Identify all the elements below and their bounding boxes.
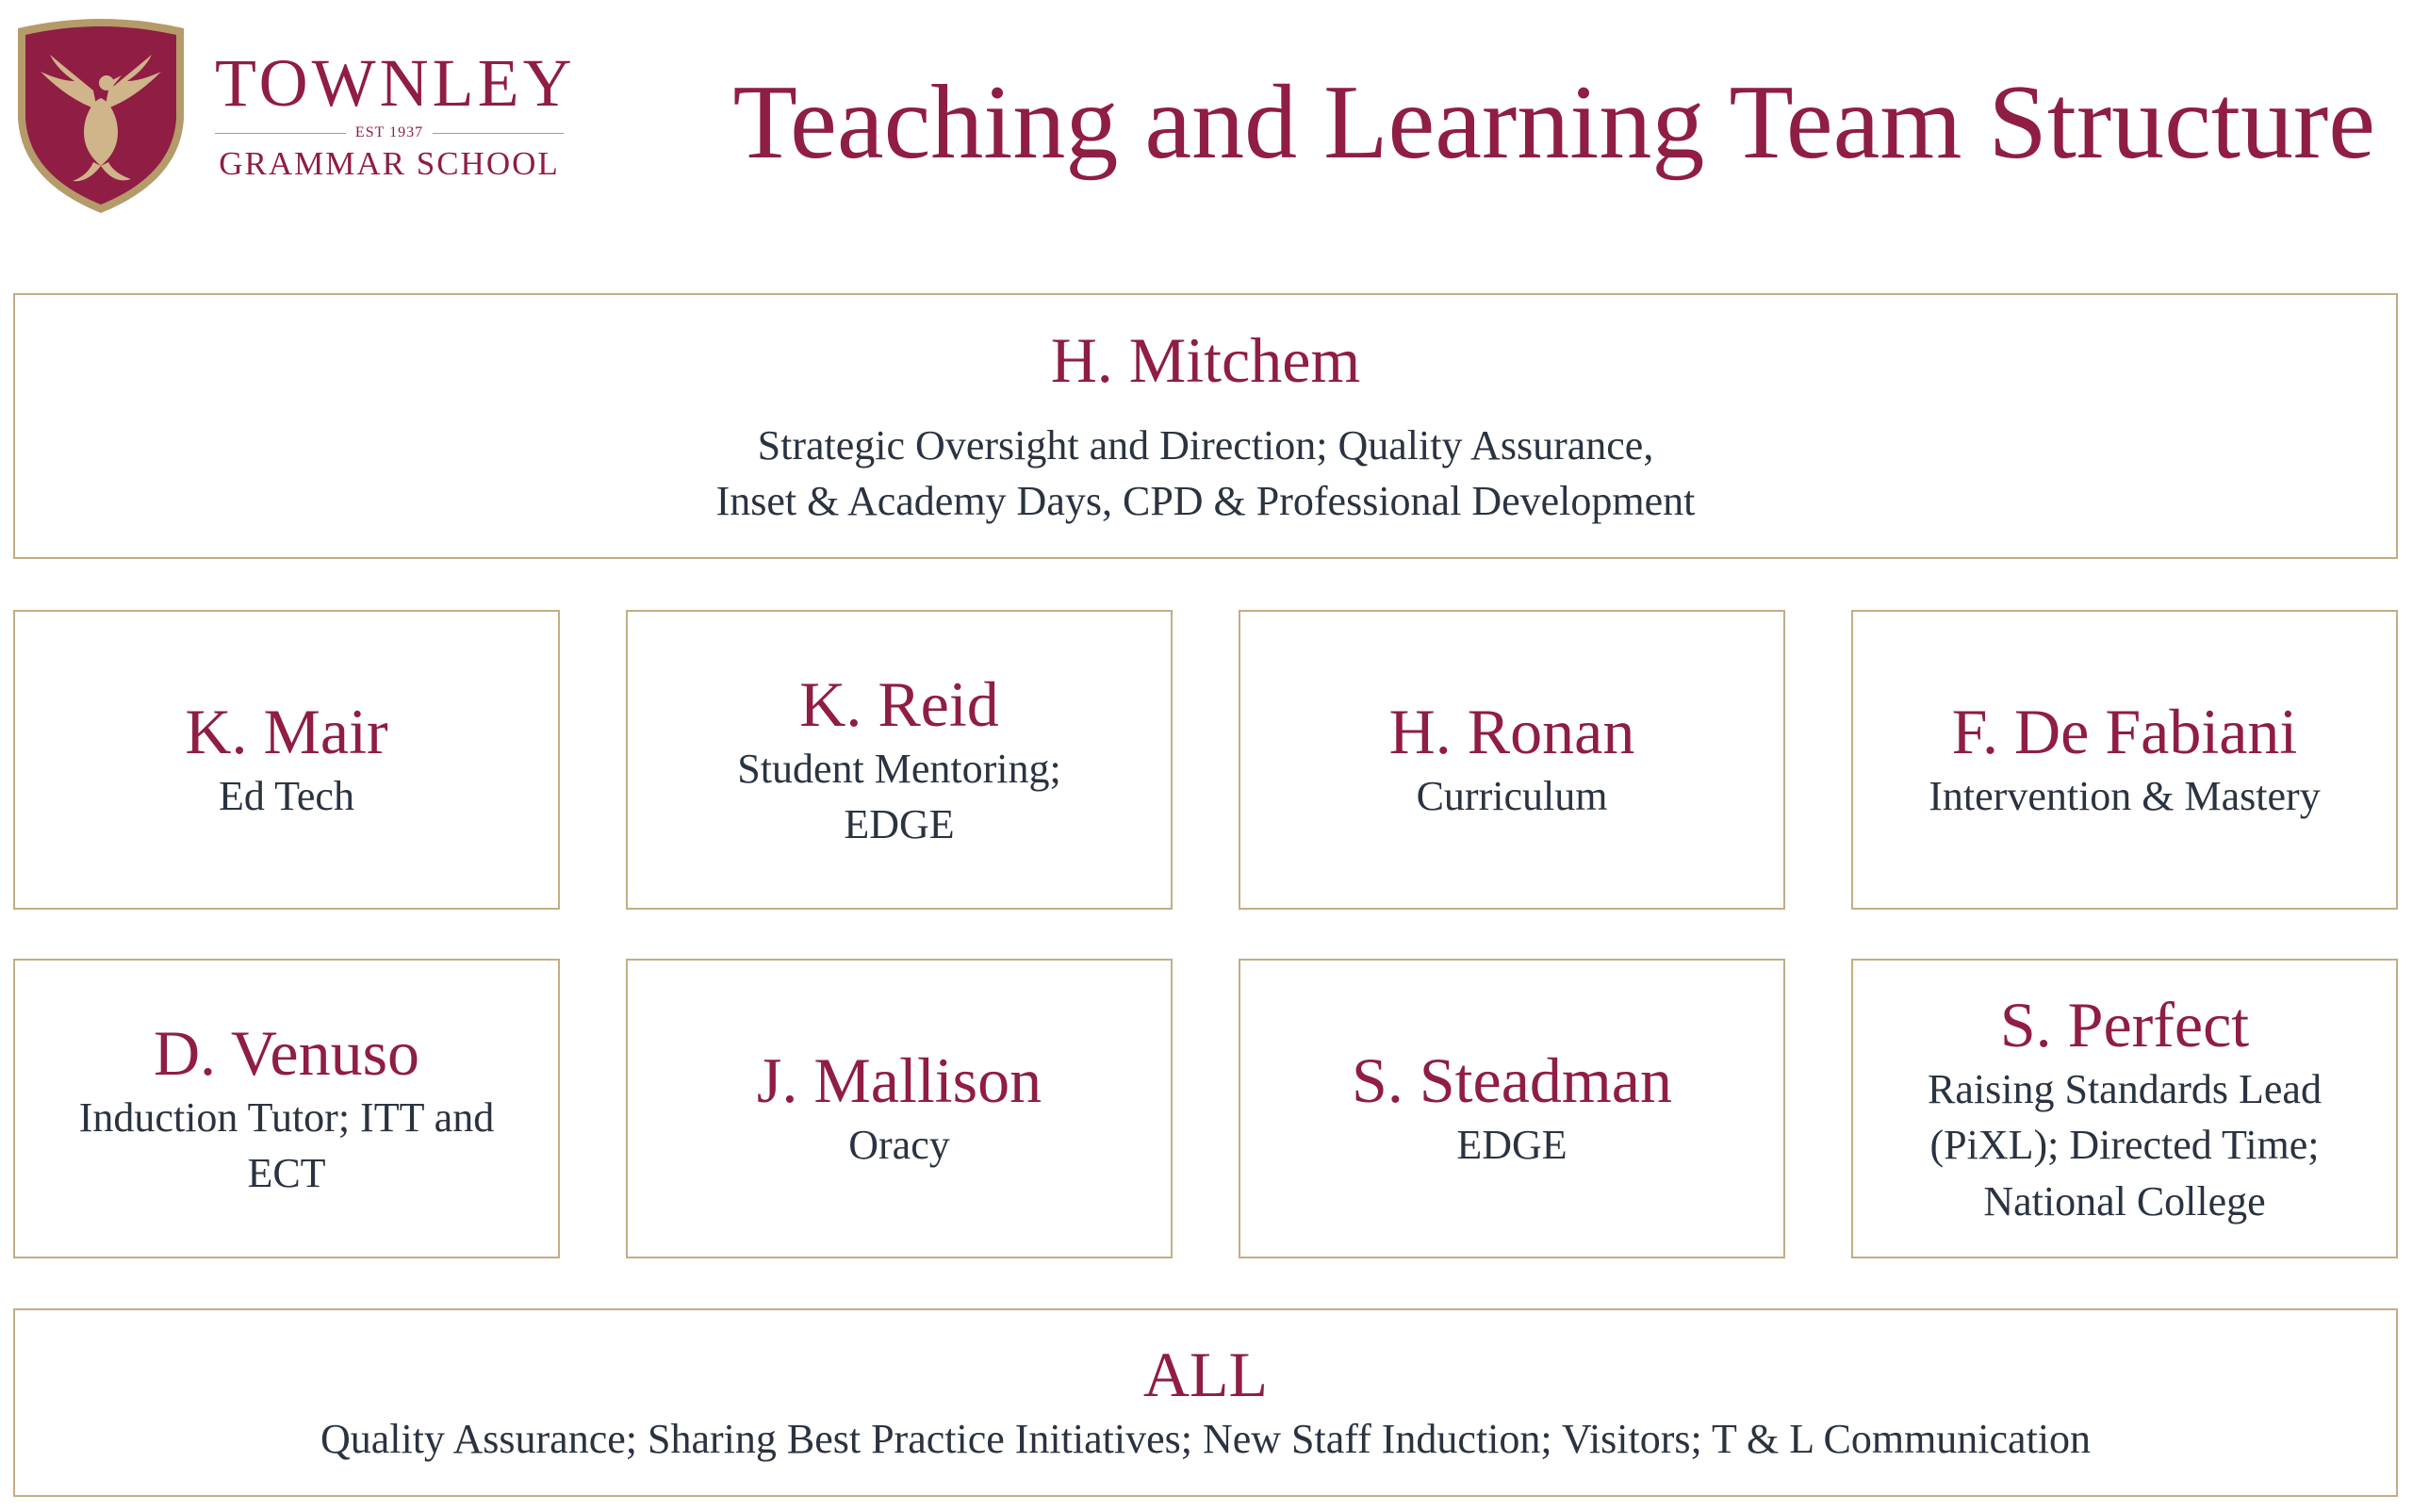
school-est: EST 1937 <box>354 124 424 140</box>
school-name-top: TOWNLEY <box>215 45 576 121</box>
member-box-j-mallison <box>626 959 1173 1258</box>
all-role: Quality Assurance; Sharing Best Practice Initiatives; New Staff Induction; Visitors; T & L Communication <box>320 1416 2092 1463</box>
member-box-k-reid <box>626 610 1173 910</box>
member-name: F. De Fabiani <box>1951 696 2298 768</box>
phoenix-crest-icon <box>12 15 189 217</box>
member-name: J. Mallison <box>756 1044 1042 1117</box>
lead-role-line: Inset & Academy Days, CPD & Professional Development <box>715 478 1696 525</box>
divider <box>433 133 564 134</box>
member-box-d-venuso <box>13 959 560 1258</box>
member-name: D. Venuso <box>153 1016 420 1089</box>
member-role: Oracy <box>848 1122 950 1169</box>
lead-role-line: Strategic Oversight and Direction; Quality Assurance, <box>757 421 1654 468</box>
member-name: S. Steadman <box>1352 1044 1672 1117</box>
member-role: (PiXL); Directed Time; <box>1929 1122 2320 1169</box>
member-role: Ed Tech <box>219 773 354 820</box>
member-box-h-ronan <box>1239 610 1785 910</box>
divider <box>215 133 346 134</box>
member-role: Student Mentoring; <box>737 745 1061 792</box>
member-role: Curriculum <box>1416 773 1608 820</box>
member-role: ECT <box>247 1150 326 1197</box>
lead-name: H. Mitchem <box>1050 323 1361 396</box>
lead-role <box>716 418 1696 530</box>
member-box-f-de-fabiani <box>1851 610 2398 910</box>
page-title: Teaching and Learning Team Structure <box>732 64 2375 181</box>
member-name: H. Ronan <box>1388 696 1635 768</box>
member-role: National College <box>1983 1177 2266 1224</box>
member-name: S. Perfect <box>1999 988 2250 1060</box>
member-box-k-mair <box>13 610 560 910</box>
school-name-bottom: GRAMMAR SCHOOL <box>219 145 560 182</box>
lead-box <box>13 293 2398 559</box>
member-box-s-steadman <box>1239 959 1785 1258</box>
member-name: K. Mair <box>185 696 388 768</box>
member-box-s-perfect <box>1851 959 2398 1258</box>
all-name: ALL <box>1142 1339 1269 1411</box>
member-role: Raising Standards Lead <box>1928 1066 2322 1112</box>
school-wordmark <box>215 45 576 183</box>
member-role: EDGE <box>1456 1122 1568 1169</box>
all-box <box>13 1308 2398 1497</box>
member-role: EDGE <box>844 801 955 848</box>
member-role: Induction Tutor; ITT and <box>78 1093 495 1141</box>
member-name: K. Reid <box>799 667 999 740</box>
school-est-line <box>215 124 564 141</box>
member-role: Intervention & Mastery <box>1929 773 2321 820</box>
